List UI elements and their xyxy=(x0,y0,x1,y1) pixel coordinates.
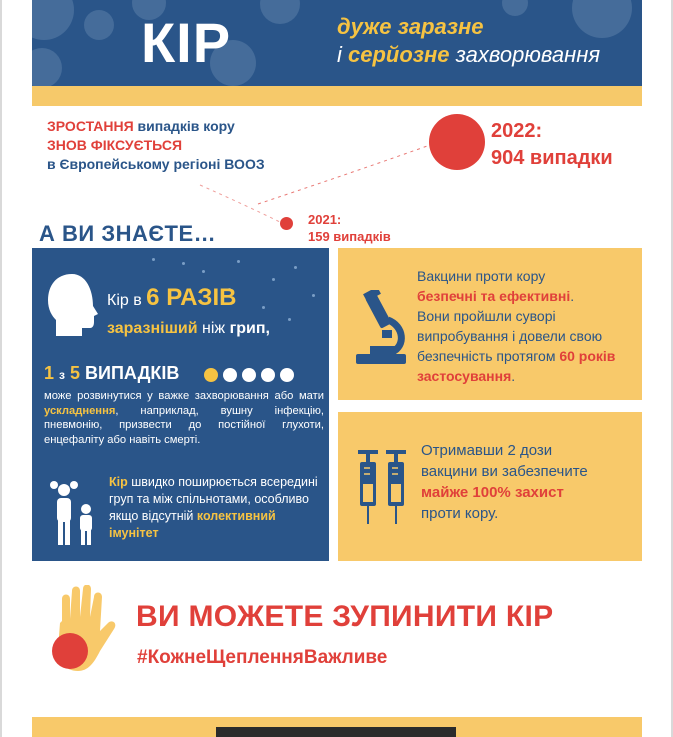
microscope-icon xyxy=(352,290,410,366)
vaccine-safety-panel xyxy=(338,248,642,400)
stat-2021: 2021: 159 випадків xyxy=(308,212,391,244)
stat-2022: 2022: 904 випадки xyxy=(491,120,613,169)
head-profile-icon xyxy=(42,270,102,340)
syringe-icon xyxy=(356,448,410,528)
spread-text: Кір швидко поширюється всередині груп та між спільнотами, особливо якщо відсутній колективний імунітет xyxy=(109,475,318,540)
cta-hashtag: #КожнеЩепленняВажливе xyxy=(137,647,388,668)
vaccine-safety-text: Вакцини проти кору безпечні та ефективні. Вони пройшли суворі випробування і довели свою безпечність протягом 60 років застосування. xyxy=(417,268,616,384)
ratio-text: 1 з 5 ВИПАДКІВ xyxy=(44,363,180,383)
complications-text: може розвинутися у важке захворювання або мати ускладнення, наприклад, вушну інфекцію, пневмонію, призвести до постійної глухоти, енцефаліту або навіть смерті. xyxy=(44,390,324,446)
cases-2022-dot xyxy=(429,114,485,170)
header-title: КІР xyxy=(141,11,232,74)
header-subtitle-1: дуже заразне xyxy=(337,14,484,39)
ratio-dots xyxy=(204,368,299,387)
footer-logo-bar xyxy=(216,727,456,737)
cases-2021-dot xyxy=(280,217,293,230)
stop-hand-icon xyxy=(48,585,120,677)
header-subtitle-2: і серйозне захворювання xyxy=(337,42,601,67)
footer-strip xyxy=(32,717,642,737)
contagiousness-text: Кір в 6 РАЗІВ заразніший ніж грип, xyxy=(107,284,270,337)
two-doses-panel xyxy=(338,412,642,561)
section-title: А ВИ ЗНАЄТЕ… xyxy=(39,221,217,246)
growth-text: ЗРОСТАННЯ випадків кору ЗНОВ ФІКСУЄТЬСЯ в Європейському регіоні ВООЗ xyxy=(47,118,265,172)
two-doses-text: Отримавши 2 дози вакцини ви забезпечите майже 100% захист проти кору. xyxy=(421,442,588,522)
cta-title: ВИ МОЖЕТЕ ЗУПИНИТИ КІР xyxy=(136,600,554,633)
family-icon xyxy=(46,481,98,547)
facts-panel xyxy=(32,248,329,561)
